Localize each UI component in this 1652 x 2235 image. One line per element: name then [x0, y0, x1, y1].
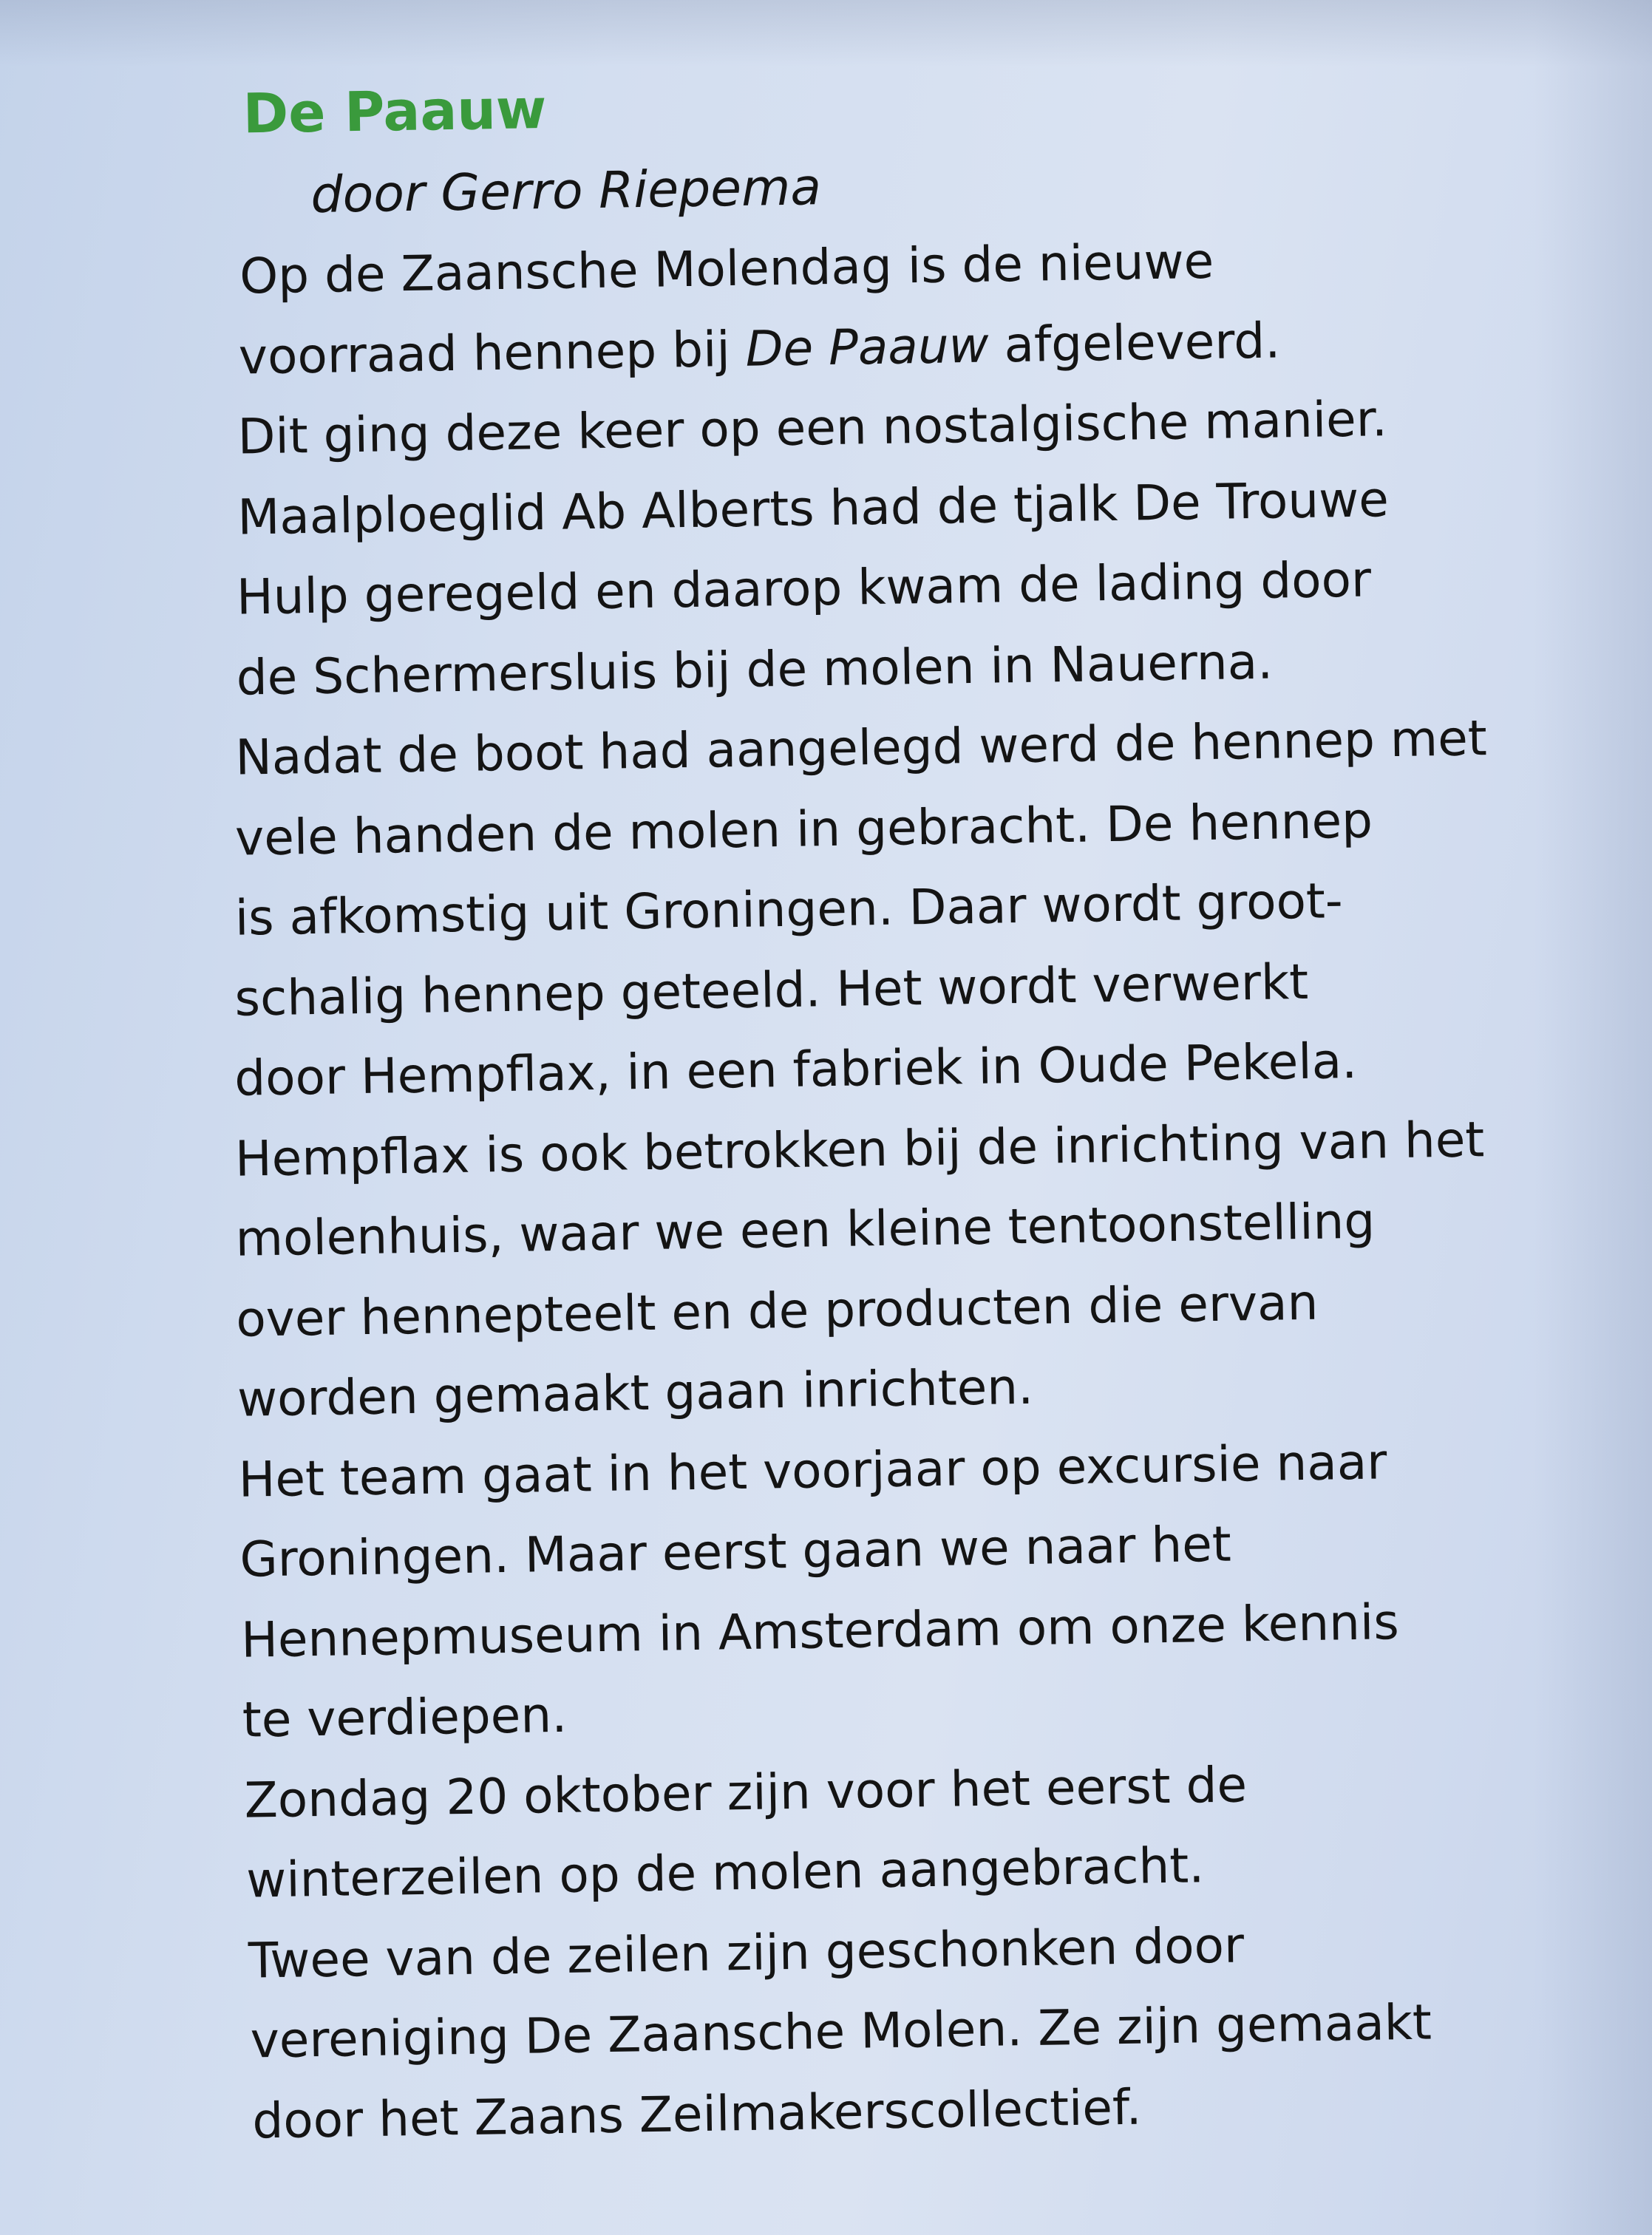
body-line: Hennepmuseum in Amsterdam om onze kennis: [240, 1593, 1400, 1669]
body-line: vele handen de molen in gebracht. De hennep: [234, 792, 1373, 867]
body-line: door het Zaans Zeilmakerscollectief.: [251, 2078, 1142, 2150]
body-line: winterzeilen op de molen aangebracht.: [245, 1837, 1205, 1909]
body-line: Op de Zaansche Molendag is de nieuwe: [239, 232, 1214, 305]
page-shadow: [0, 0, 1652, 67]
body-line: over hennepteelt en de producten die ervan: [235, 1273, 1319, 1348]
article-byline: door Gerro Riepema: [310, 158, 822, 225]
body-line: molenhuis, waar we een kleine tentoonstelling: [235, 1192, 1376, 1268]
body-line: Groningen. Maar eerst gaan we naar het: [239, 1515, 1232, 1588]
body-line: door Hempflax, in een fabriek in Oude Pekela.: [234, 1032, 1358, 1107]
body-line: Nadat de boot had aangelegd werd de hennep met: [234, 710, 1488, 786]
body-line: schalig hennep geteeld. Het wordt verwerkt: [234, 953, 1309, 1027]
article: [214, 55, 1651, 2161]
body-line: is afkomstig uit Groningen. Daar wordt groot-: [234, 872, 1344, 947]
body-line: Hulp geregeld en daarop kwam de lading door: [236, 551, 1372, 626]
mill-name: De Paauw: [745, 316, 990, 378]
body-line: Maalploeglid Ab Alberts had de tjalk De Trouwe: [237, 470, 1390, 546]
body-line: Het team gaat in het voorjaar op excursie naar: [238, 1432, 1387, 1508]
body-line: voorraad hennep bij De Paauw afgeleverd.: [238, 311, 1281, 386]
body-line: Dit ging deze keer op een nostalgische manier.: [237, 390, 1388, 466]
article-title: De Paauw: [242, 77, 547, 146]
body-line: worden gemaakt gaan inrichten.: [237, 1358, 1034, 1428]
body-line: Twee van de zeilen zijn geschonken door: [248, 1916, 1245, 1990]
body-line: Zondag 20 oktober zijn voor het eerst de: [244, 1755, 1248, 1829]
body-line: vereniging De Zaansche Molen. Ze zijn gemaakt: [250, 1993, 1432, 2069]
body-line: te verdiepen.: [242, 1686, 568, 1749]
body-line: de Schermersluis bij de molen in Nauerna.: [236, 633, 1274, 707]
body-line: Hempflax is ook betrokken bij de inrichting van het: [234, 1110, 1485, 1188]
